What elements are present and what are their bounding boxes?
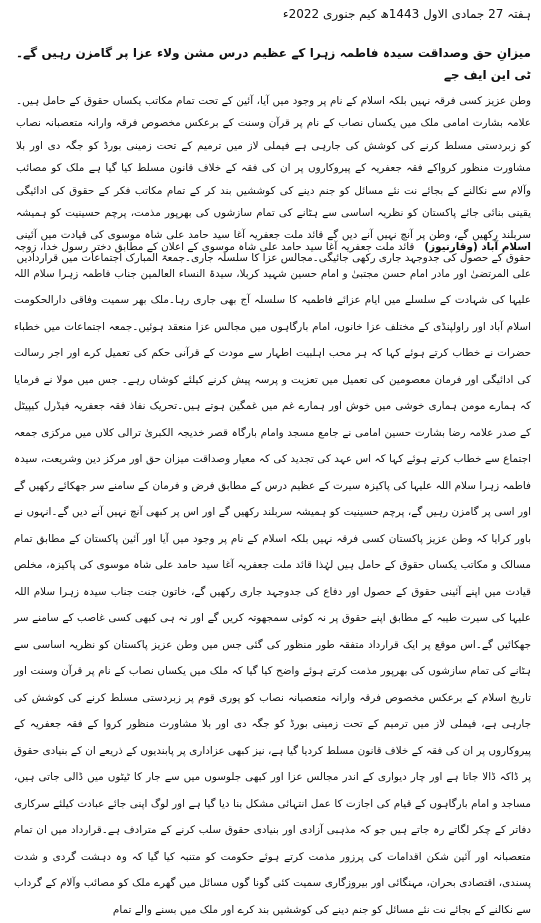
lead-summary: وطن عزیز کسی فرقہ نہیں بلکہ اسلام کے نام پر وجود میں آیا، آئین کے تحت تمام مکاتب یکساں حقوق کے حامل ہیں۔علامہ بشارت امامی ملک میں یکساں نصاب کے نام پر قرآن وسنت کے برعکس مخصوص فرقہ وارانہ متعصبانہ نصاب کو زبردستی مسلط کرنے کی کوشش کی جارہی ہے فیملی لاز میں ترمیم کے تحت زمینی بورڈ کو جگہ دی اور بلا مشاورت منظور کرواکے فقہ جعفریہ کے پیروکاروں پر ان کی فقہ کے خلاف قانون مسلط کیا گیا ہے ملک کو مصائب وآلام سے نکالنے کے بجائے نت نئے مسائل کو جنم دینے کی کوششیں بند کر کے تمام مکاتب فکر کے حقوق کی ادائیگی یقینی بنائی جائے پاکستان کو نظریہ اساسی سے ہٹانے کی تمام سازشوں کی بھرپور مذمت، پرچم حسینیت کو ہمیشہ سربلند رکھیں گے، وطن پر آنچ نہیں آنے دیں گے قائد ملت جعفریہ آغا سید حامد علی شاہ موسوی کی قیادت میں آئینی حقوق کے حصول کی جدوجہد جاری رکھی جائیگی۔مجالس عزا کا سلسلہ جاری۔جمعۃ المبارک اجتماعات میں قراردادیں bbox=[16, 95, 531, 264]
body-paragraph bbox=[14, 234, 531, 923]
article-body bbox=[14, 234, 531, 923]
issue-date: ہفتہ 27 جمادی الاول 1443ھ کیم جنوری 2022ء bbox=[282, 7, 531, 21]
headline: میزانِ حق وصداقت سیدہ فاطمہ زہرا کے عظیم درس مشن ولاء عزا پر گامزن رہیں گے۔ٹی این ایف جے bbox=[16, 46, 531, 82]
article-text: قائد ملت جعفریہ آغا سید حامد علی شاہ موسوی کے اعلان کے مطابق دختر رسول خدا، زوجہ علی المرتضیٰ اور مادر امام حسن مجتبیٰ و امام حسین شہید کربلا، سیدۃ النساء العالمین جناب فاطمہ زہرا سلام اللہ علیہا کی شہادت کے سلسلے میں ایام عزائے فاطمیہ کا سلسلہ آج بھی جاری رہا۔ملک بھر سمیت وفاقی دارالحکومت اسلام آباد اور راولپنڈی کے مختلف عزا خانوں، امام بارگاہوں میں مجالس عزا منعقد ہوئیں۔جمعہ اجتماعات میں خطباء حضرات نے خطاب کرتے ہوئے کہا کہ ہر محب اہلبیت اطہار سے مودت کے قرآنی حکم کی تعمیل کرے اور اجر رسالت کی ادائیگی اور فرمان معصومین کی تعمیل میں تعزیت و پرسہ پیش کرنے کیلئے کوشاں رہے۔ جس میں مولا نے فرمایا کہ ہمارے مومن ہماری خوشی میں خوش اور ہمارے غم میں غمگین ہوتے ہیں۔تحریک نفاذ فقہ جعفریہ فیڈرل کیپیٹل کے صدر علامہ رضا بشارت حسین امامی نے جامع مسجد وامام بارگاہ قصر خدیجہ الکبریٰ ترالی کلاں میں مرکزی جمعہ اجتماع سے خطاب کرتے ہوئے کہا کہ اس عہد کی تجدید کی کہ معیار وصداقت میزان حق اور مرکز دین وشریعت، سیدہ فاطمہ زہرا سلام اللہ علیہا کی پاکیزہ سیرت کے عظیم درس کے مطابق فرض و فرمان کے سامنے سر جھکائے رکھیں گے اور اسی پر گامزن رہیں گے، پرچم حسینیت کو ہمیشہ سربلند رکھیں گے اور اس پر کبھی آنچ نہیں آنے دیں گے۔انہوں نے باور کرایا کہ وطن عزیز پاکستان کسی فرقہ نہیں بلکہ اسلام کے نام پر وجود میں آیا اور آئین پاکستان کے مطابق تمام مسالک و مکاتب یکساں حقوق کے حامل ہیں لہٰذا قائد ملت جعفریہ آغا سید حامد علی شاہ موسوی کی پاکیزہ، مخلص قیادت میں اپنے آئینی حقوق کے حصول اور دفاع کی جدوجہد جاری رکھیں گے، خاتون جنت جناب سیدہ زہرا سلام اللہ علیہا کی سیرت طیبہ کے مطابق اپنے حقوق پر نہ کوئی سمجھوتہ کریں گے اور نہ ہی کبھی کسی غاصب کے سامنے سر جھکائیں گے۔اس موقع پر ایک قرارداد متفقہ طور منظور کی گئی جس میں وطن عزیز پاکستان کو نظریہ اساسی سے ہٹانے کی تمام سازشوں کی بھرپور مذمت کرتے ہوئے واضح کیا گیا کہ ملک میں یکساں نصاب کے نام پر قرآن وسنت اور تاریخ اسلام کے برعکس مخصوص فرقہ وارانہ متعصبانہ نصاب کو پوری قوم پر زبردستی مسلط کرنے کی کوشش کی جارہی ہے، فیملی لاز میں ترمیم کے تحت زمینی بورڈ کو جگہ دی اور بلا مشاورت منظور کروا کے فقہ جعفریہ کے پیروکاروں پر ان کی فقہ کے خلاف قانون مسلط کردیا گیا ہے، نیز کبھی عزاداری پر پابندیوں کے ذریعے ان کے بنیادی حقوق پر ڈاکہ ڈالا جاتا ہے اور چار دیواری کے اندر مجالس عزا اور کبھی جلوسوں میں سے جار کا ٹیٹوں میں ڈالی جاتی ہیں، مساجد و امام بارگاہوں کے قیام کی اجازت کا عمل انتہائی مشکل بنا دیا گیا ہے اور لوگ اپنی جائے عبادت کیلئے سرکاری دفاتر کے چکر لگاتے رہ جاتے ہیں جو کہ مذہبی آزادی اور بنیادی حقوق سلب کرنے کے مترادف ہے۔قرارداد میں ان تمام متعصبانہ اور آئین شکن اقدامات کی پرزور مذمت کرتے ہوئے حکومت کو متنبہ کیا گیا کہ وہ دہشت گردی و شدت پسندی، اقتصادی بحران، مہنگائی اور بیروزگاری سمیت کئی گونا گوں مسائل میں گھرے ملک کو مصائب وآلام کے گرداب سے نکالنے کے بجائے نت نئے مسائل کو جنم دینے کی کوششیں بند کرے اور ملک میں بسنے والے تمام bbox=[14, 241, 531, 916]
article-dateline: اسلام آباد (وقارنیوز) bbox=[424, 241, 531, 253]
